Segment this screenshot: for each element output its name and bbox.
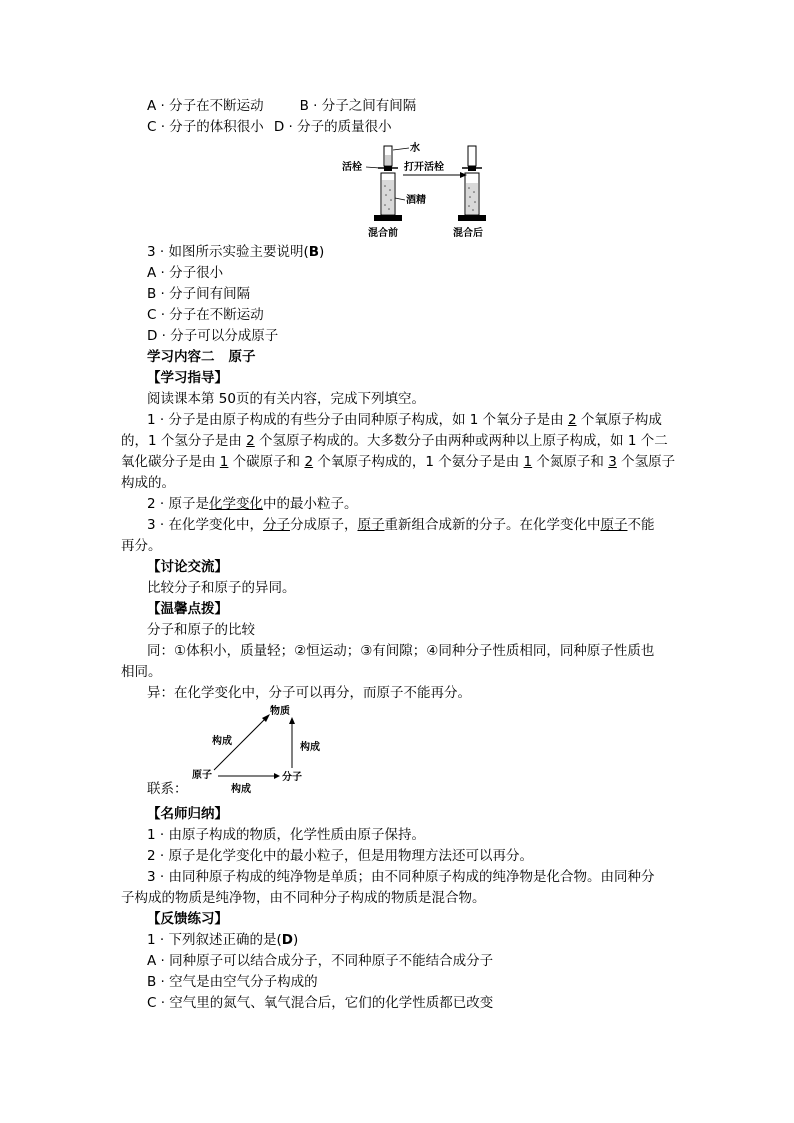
q3-option-b: B · 分子间有间隔 [147,286,251,302]
q3-answer: B [308,244,320,260]
p1-text-a: 1 · 分子是由原子构成的有些分子由同种原子构成，如 1 个氧分子是由 [147,412,568,428]
feedback-q1-answer: D [281,932,293,948]
matter-node: 物质 [270,706,290,717]
same-line1: 同：①体积小，质量轻；②恒运动；③有间隙；④同种分子性质相同，同种原子性质也 [147,643,655,659]
q2-option-b: B · 分子之间有间隔 [299,98,417,114]
paragraph-1-line1 [147,411,662,429]
feedback-heading: 【反馈练习】 [147,911,228,927]
p3-text-a: 3 · 在化学变化中， [147,517,263,533]
q2-option-d: D · 分子的质量很小 [273,119,392,135]
p1-text-i: 个氮原子和 [532,454,609,470]
p2-blank: 化学变化 [208,496,263,512]
tip-heading: 【温馨点拨】 [147,601,228,617]
q2-option-a: A · 分子在不断运动 [147,98,264,114]
atom-node: 原子 [192,770,212,781]
q2-options-row2 [147,118,392,136]
paragraph-1-line4: 构成的。 [121,475,175,491]
mixing-experiment-figure [334,140,504,240]
p1-text-j: 个氢原子 [616,454,676,470]
feedback-q1-close: ) [292,932,299,948]
paragraph-3-line2: 再分。 [121,538,162,554]
summary-item-3-line2: 子构成的物质是纯净物，由不同种分子构成的物质是混合物。 [121,890,486,906]
p1-blank-1: 2 [567,412,577,428]
p3-blank-2: 原子 [357,517,385,533]
p1-blank-2: 2 [246,433,255,449]
p2-text-a: 2 · 原子是 [147,496,209,512]
molecule-node: 分子 [282,772,302,783]
p1-text-g: 个碳原子和 [228,454,305,470]
q2-option-c: C · 分子的体积很小 [147,119,264,135]
discuss-heading: 【讨论交流】 [147,559,228,575]
p1-text-d: 的，1 个氢分子是由 [121,433,247,449]
guide-heading: 【学习指导】 [147,370,228,386]
feedback-q1-option-a: A · 同种原子可以结合成分子，不同种原子不能结合成分子 [147,953,494,969]
feedback-q1-text: 1 · 下列叙述正确的是( [147,932,282,948]
p1-text-f: 氧化碳分子是由 [121,454,220,470]
compose-label-1: 构成 [212,736,232,747]
section-title [147,348,256,366]
p1-blank-3: 1 [219,454,229,470]
summary-item-3-line1: 3 · 由同种原子构成的纯净物是单质；由不同种原子构成的纯净物是化合物。由同种分 [147,869,655,885]
q3-stem-close: ) [319,244,325,260]
p3-text-c: 分成原子， [289,517,358,533]
q3-option-a: A · 分子很小 [147,265,224,281]
discuss-text: 比较分子和原子的异同。 [147,580,296,596]
difference-text: 异：在化学变化中，分子可以再分，而原子不能再分。 [147,685,471,701]
q2-options-row1 [147,97,416,115]
p1-text-e: 个氢原子构成的。大多数分子由两种或两种以上原子构成，如 1 个二 [254,433,668,449]
before-mixing-label: 混合前 [368,228,398,239]
summary-item-1: 1 · 由原子构成的物质，化学性质由原子保持。 [147,827,425,843]
q3-option-c: C · 分子在不断运动 [147,307,264,323]
tip-title: 分子和原子的比较 [147,622,255,638]
summary-heading: 【名师归纳】 [147,806,228,822]
p2-text-c: 中的最小粒子。 [262,496,358,512]
q3-option-d: D · 分子可以分成原子 [147,328,279,344]
compose-label-2: 构成 [300,742,320,753]
alcohol-label: 酒精 [406,195,426,206]
feedback-q1-option-b: B · 空气是由空气分子构成的 [147,974,318,990]
same-line2: 相同。 [121,664,162,680]
guide-text: 阅读课本第 50页的有关内容，完成下列填空。 [147,391,425,407]
p1-text-c: 个氧原子构成 [576,412,662,428]
paragraph-2 [147,495,357,513]
p3-text-g: 不能 [627,517,655,533]
stopcock-label: 活栓 [342,162,362,173]
p1-text-h: 个氧原子构成的，1 个氨分子是由 [313,454,524,470]
section-title-sub: 原子 [228,349,256,365]
compose-label-3: 构成 [231,784,251,795]
p1-blank-6: 3 [608,454,617,470]
q3-stem-text: 3 · 如图所示实验主要说明( [147,244,309,260]
p3-blank-3: 原子 [600,517,628,533]
open-stopcock-label: 打开活栓 [404,162,444,173]
p1-blank-4: 2 [304,454,314,470]
paragraph-1-line3 [121,453,675,471]
relation-label: 联系： [147,781,188,797]
feedback-q1-option-c: C · 空气里的氮气、氧气混合后，它们的化学性质都已改变 [147,995,494,1011]
relation-diagram [180,700,360,800]
section-title-main: 学习内容二 [147,349,215,365]
paragraph-3-line1 [147,516,654,534]
feedback-q1-stem [147,931,298,949]
paragraph-1-line2 [121,432,668,450]
after-mixing-label: 混合后 [453,228,483,239]
q3-stem [147,243,324,261]
p1-blank-5: 1 [523,454,533,470]
water-label: 水 [410,143,420,154]
p3-text-e: 重新组合成新的分子。在化学变化中 [384,517,601,533]
summary-item-2: 2 · 原子是化学变化中的最小粒子，但是用物理方法还可以再分。 [147,848,533,864]
p3-blank-1: 分子 [262,517,290,533]
